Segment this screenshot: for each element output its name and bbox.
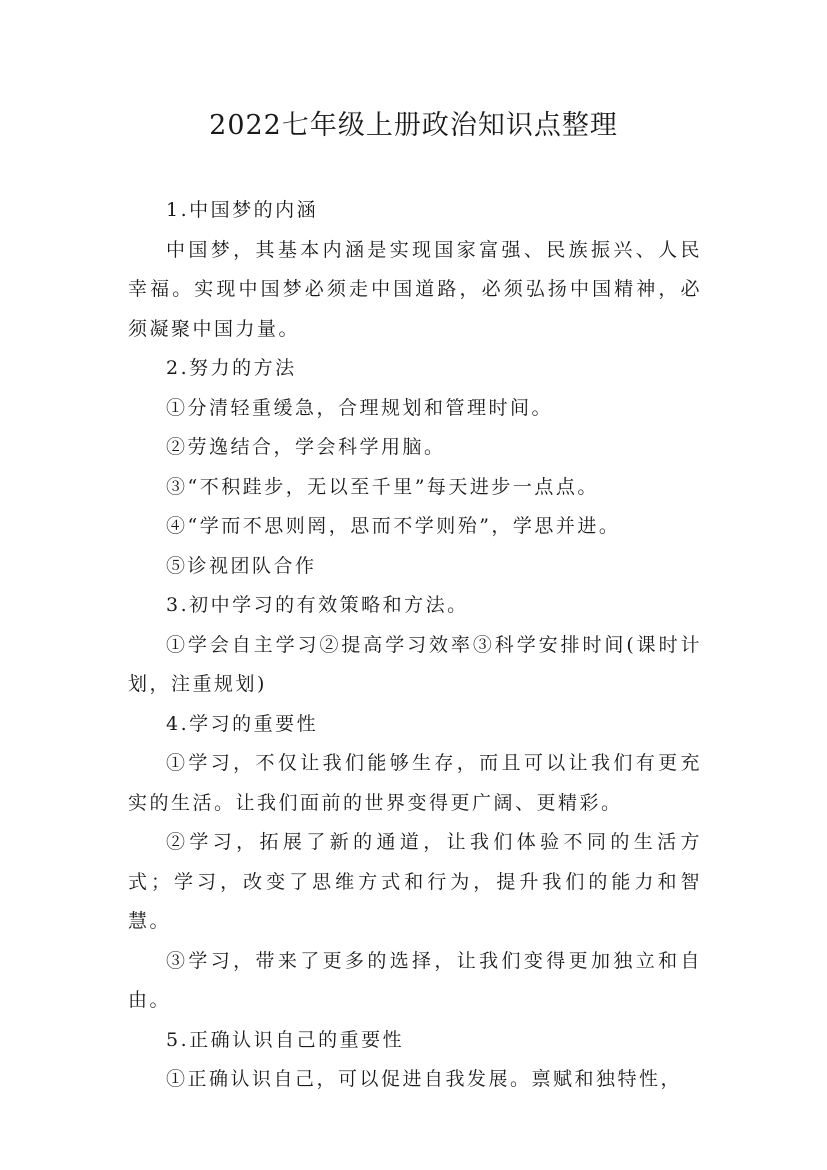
list-item: ①学习，不仅让我们能够生存，而且可以让我们有更充实的生活。让我们面前的世界变得更广阔、更精彩。	[128, 752, 702, 814]
section-heading-5: 5.正确认识自己的重要性	[166, 1028, 405, 1051]
section-heading-2: 2.努力的方法	[166, 357, 297, 379]
list-item: ④“学而不思则罔，思而不学则殆”，学思并进。	[166, 515, 621, 537]
list-item: ①正确认识自己，可以促进自我发展。禀赋和独特性，	[166, 1068, 683, 1090]
document-title: 2022七年级上册政治知识点整理	[209, 110, 618, 141]
section-heading-3: 3.初中学习的有效策略和方法。	[166, 594, 469, 616]
list-item: ②劳逸结合，学会科学用脑。	[166, 436, 446, 458]
list-item: ①分清轻重缓急，合理规划和管理时间。	[166, 396, 554, 419]
section-heading-1: 1.中国梦的内涵	[166, 199, 319, 221]
paragraph: ①学会自主学习②提高学习效率③科学安排时间(课时计划，注重规划)	[128, 633, 702, 695]
list-item: ②学习，拓展了新的通道，让我们体验不同的生活方式；学习，改变了思维方式和行为，提升我们的能力和智慧。	[128, 831, 702, 932]
paragraph: 中国梦，其基本内涵是实现国家富强、民族振兴、人民幸福。实现中国梦必须走中国道路，必须弘扬中国精神，必须凝聚中国力量。	[128, 238, 702, 340]
list-item: ③学习，带来了更多的选择，让我们变得更加独立和自由。	[128, 949, 702, 1011]
list-item: ③“不积跬步，无以至千里”每天进步一点点。	[166, 475, 599, 498]
document-body	[128, 191, 702, 1100]
section-heading-4: 4.学习的重要性	[166, 712, 319, 735]
list-item: ⑤诊视团队合作	[166, 554, 317, 577]
